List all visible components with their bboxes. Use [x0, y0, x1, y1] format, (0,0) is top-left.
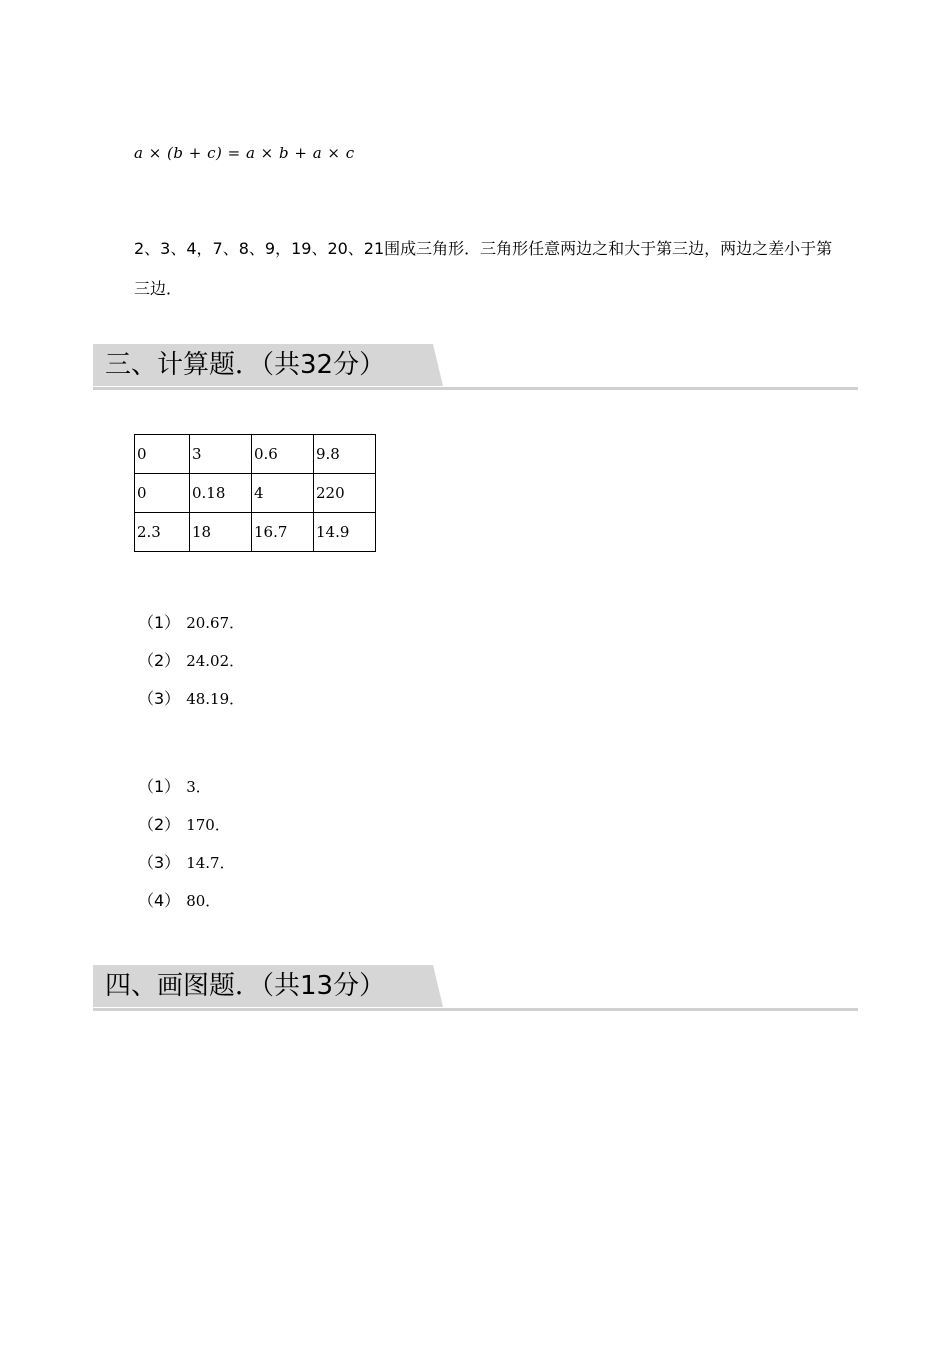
list-item — [138, 777, 235, 815]
table-cell: 3 — [190, 435, 252, 474]
table-row — [135, 474, 376, 513]
item-number: （2） — [138, 651, 181, 670]
item-number: （1） — [138, 613, 181, 632]
table-row — [135, 435, 376, 474]
section-header-calculation — [93, 344, 858, 390]
item-number: （2） — [138, 815, 181, 834]
item-value: 14.7． — [186, 854, 235, 872]
item-number: （3） — [138, 689, 181, 708]
section-header-drawing — [93, 965, 858, 1011]
table-cell: 9.8 — [314, 435, 376, 474]
list-item — [138, 651, 244, 689]
triangle-answer-paragraph: 2、3、4，7、8、9，19、20、21围成三角形．三角形任意两边之和大于第三边，两边之差小于第三边． — [134, 239, 833, 298]
table-cell: 0.6 — [252, 435, 314, 474]
list-item — [138, 891, 235, 929]
table-cell: 16.7 — [252, 513, 314, 552]
item-number: （1） — [138, 777, 181, 796]
list-item — [138, 689, 244, 727]
table-cell: 14.9 — [314, 513, 376, 552]
section-header-rule — [93, 1008, 858, 1011]
item-value: 20.67． — [186, 614, 245, 632]
list-item — [138, 613, 244, 651]
table-cell: 0.18 — [190, 474, 252, 513]
section-title: 四、画图题．（共13分） — [105, 971, 386, 1001]
item-value: 170． — [186, 816, 230, 834]
list-item — [138, 815, 235, 853]
item-value: 48.19． — [186, 690, 245, 708]
section-header-rule — [93, 387, 858, 390]
table-cell: 220 — [314, 474, 376, 513]
section-title: 三、计算题．（共32分） — [105, 350, 386, 380]
answer-table — [134, 434, 376, 552]
table-cell: 18 — [190, 513, 252, 552]
table-row — [135, 513, 376, 552]
answer-list-1 — [138, 613, 244, 727]
table-cell: 4 — [252, 474, 314, 513]
table-cell: 2.3 — [135, 513, 190, 552]
item-number: （3） — [138, 853, 181, 872]
item-value: 80． — [186, 892, 221, 910]
item-number: （4） — [138, 891, 181, 910]
answer-list-2 — [138, 777, 235, 929]
table-cell: 0 — [135, 474, 190, 513]
item-value: 24.02． — [186, 652, 245, 670]
item-value: 3． — [186, 778, 211, 796]
list-item — [138, 853, 235, 891]
table-cell: 0 — [135, 435, 190, 474]
distributive-law-formula: a × (b + c) = a × b + a × c — [134, 144, 355, 162]
